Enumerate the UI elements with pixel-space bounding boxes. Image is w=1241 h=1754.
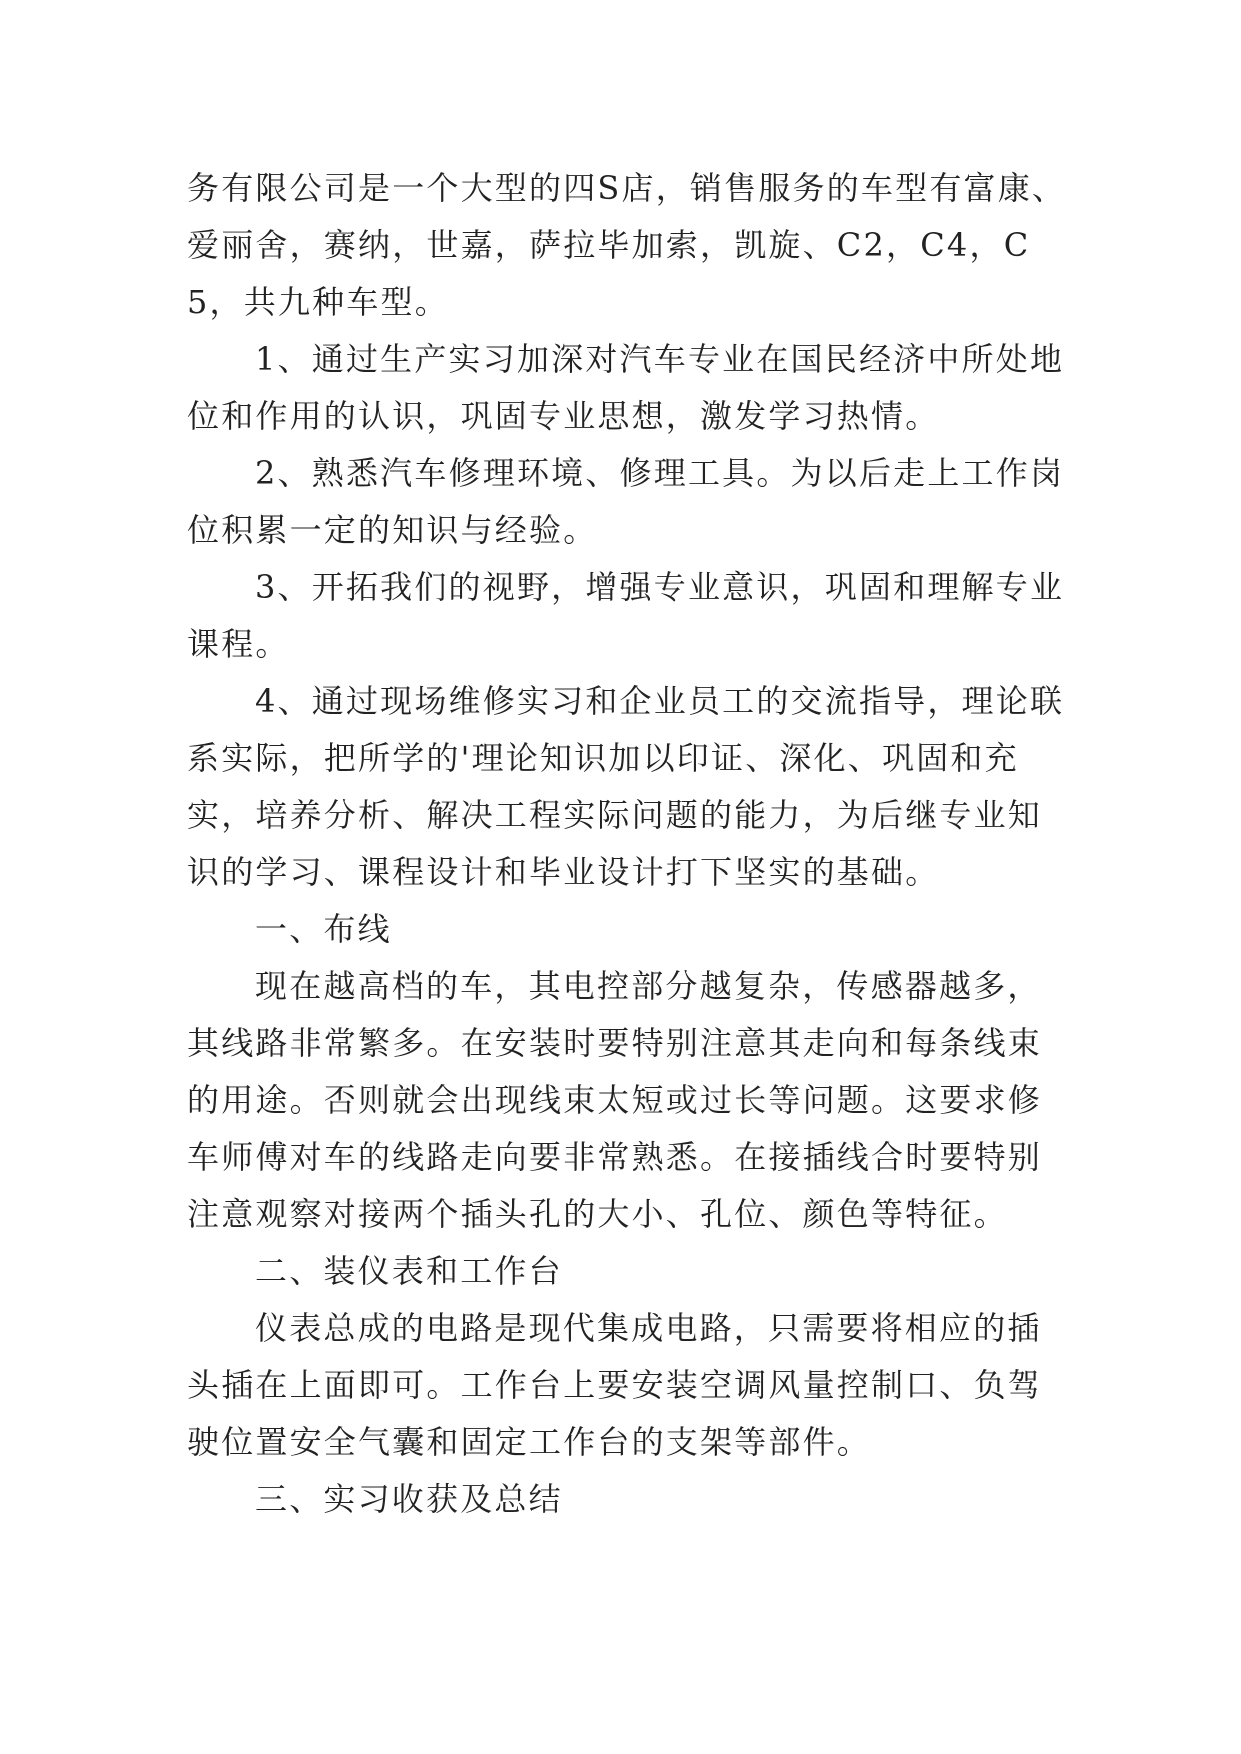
document-body — [187, 160, 1067, 1528]
paragraph-goal-1: 1、通过生产实习加深对汽车专业在国民经济中所处地位和作用的认识，巩固专业思想，激发学习热情。 — [187, 340, 1065, 435]
paragraph-intro: 务有限公司是一个大型的四S店，销售服务的车型有富康、爱丽舍，赛纳，世嘉，萨拉毕加索，凯旋、C2，C4，C5，共九种车型。 — [187, 169, 1067, 321]
section-heading-wiring: 一、布线 — [255, 910, 392, 948]
section-heading-dashboard: 二、装仪表和工作台 — [255, 1252, 563, 1290]
paragraph-wiring: 现在越高档的车，其电控部分越复杂，传感器越多，其线路非常繁多。在安装时要特别注意其走向和每条线束的用途。否则就会出现线束太短或过长等问题。这要求修车师傅对车的线路走向要非常熟悉。在接插线合时要特别注意观察对接两个插头孔的大小、孔位、颜色等特征。 — [187, 967, 1043, 1233]
paragraph-dashboard: 仪表总成的电路是现代集成电路，只需要将相应的插头插在上面即可。工作台上要安装空调风量控制口、负驾驶位置安全气囊和固定工作台的支架等部件。 — [187, 1309, 1043, 1461]
section-heading-summary: 三、实习收获及总结 — [255, 1480, 563, 1518]
paragraph-goal-2: 2、熟悉汽车修理环境、修理工具。为以后走上工作岗位积累一定的知识与经验。 — [187, 454, 1065, 549]
paragraph-goal-3: 3、开拓我们的视野，增强专业意识，巩固和理解专业课程。 — [187, 568, 1065, 663]
paragraph-goal-4: 4、通过现场维修实习和企业员工的交流指导，理论联系实际，把所学的'理论知识加以印证、深化、巩固和充实，培养分析、解决工程实际问题的能力，为后继专业知识的学习、课程设计和毕业设计打下坚实的基础。 — [187, 682, 1065, 891]
